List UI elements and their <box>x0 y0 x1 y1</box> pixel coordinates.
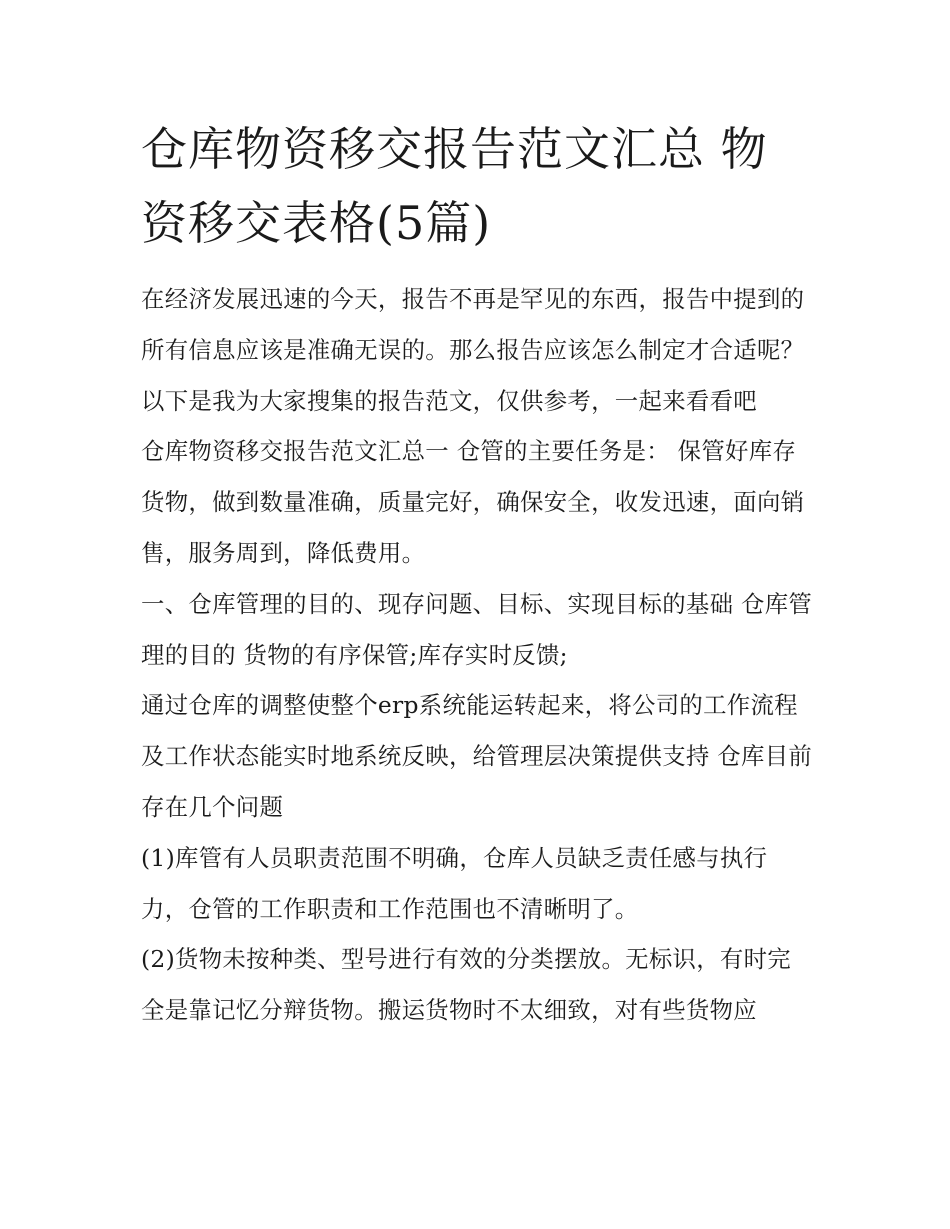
paragraph-management-goals: 一、仓库管理的目的、现存问题、目标、实现目标的基础 仓库管理的目的 货物的有序保管;库存实时反馈; <box>141 589 813 669</box>
paragraph-problem-2: (2)货物未按种类、型号进行有效的分类摆放。无标识，有时完全是靠记忆分辩货物。搬运货物时不太细致，对有些货物应 <box>141 945 791 1025</box>
document-body <box>141 112 813 1036</box>
paragraph-problem-1: (1)库管有人员职责范围不明确，仓库人员缺乏责任感与执行力，仓管的工作职责和工作范围也不清晰明了。 <box>141 843 768 923</box>
paragraph-section-one: 仓库物资移交报告范文汇总一 仓管的主要任务是： 保管好库存货物，做到数量准确，质量完好，确保安全，收发迅速，面向销售，服务周到，降低费用。 <box>141 437 805 567</box>
paragraph-erp-adjustment: 通过仓库的调整使整个erp系统能运转起来，将公司的工作流程及工作状态能实时地系统反映，给管理层决策提供支持 仓库目前存在几个问题 <box>141 691 813 821</box>
paragraph-intro: 在经济发展迅速的今天，报告不再是罕见的东西，报告中提到的所有信息应该是准确无误的。那么报告应该怎么制定才合适呢？以下是我为大家搜集的报告范文，仅供参考，一起来看看吧 <box>141 285 805 415</box>
document-title: 仓库物资移交报告范文汇总 物资移交表格(5篇) <box>141 122 768 250</box>
